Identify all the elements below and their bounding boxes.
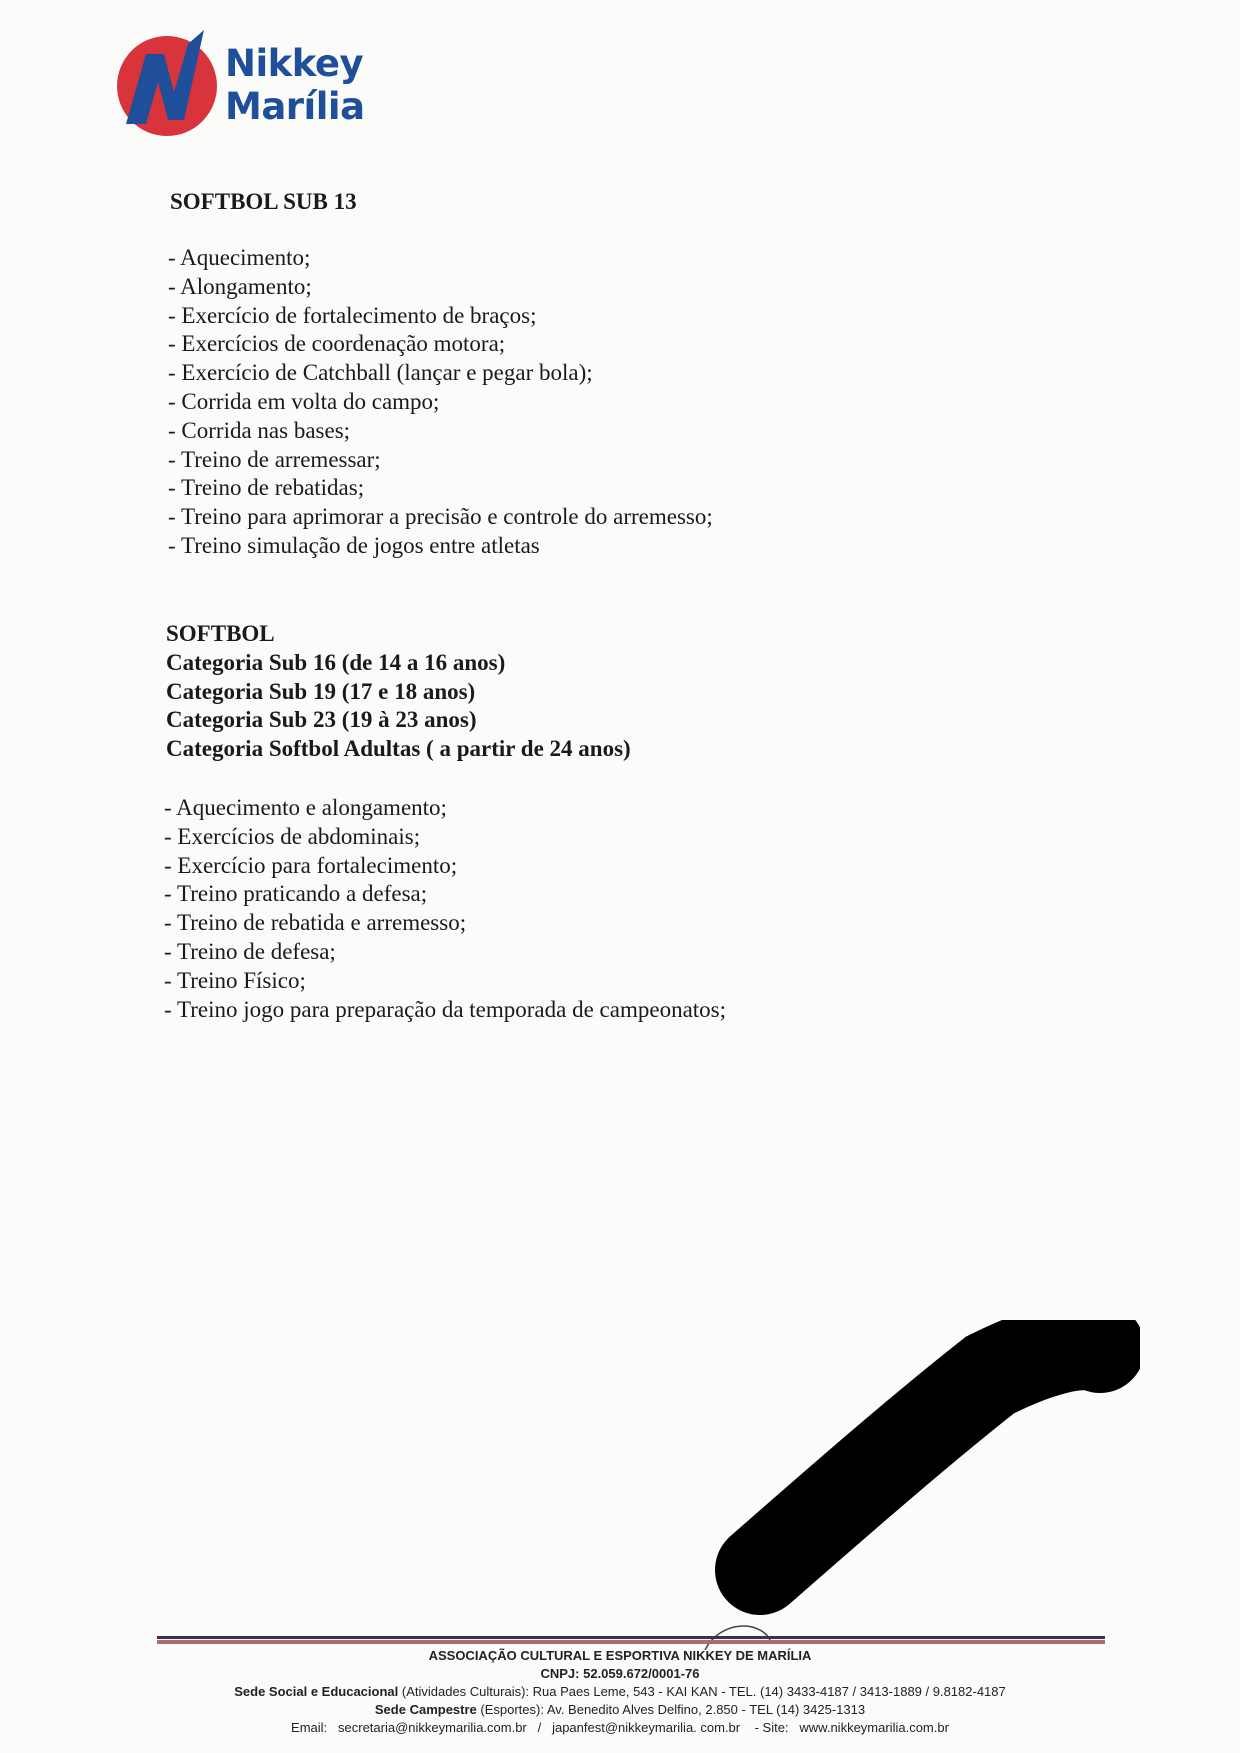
list-item: - Exercício para fortalecimento; bbox=[164, 852, 458, 878]
footer-contact bbox=[0, 1719, 1240, 1737]
sede-campestre-text: (Esportes): Av. Benedito Alves Delfino, 2.850 - TEL (14) 3425-1313 bbox=[476, 1702, 866, 1717]
list-item: - Aquecimento; bbox=[168, 245, 311, 270]
list-item: - Exercício de Catchball (lançar e pegar bola); bbox=[168, 360, 593, 386]
nikkey-logo-mark bbox=[112, 26, 222, 138]
category-line: Categoria Softbol Adultas ( a partir de 24 anos) bbox=[166, 736, 631, 762]
sede-social-text: (Atividades Culturais): Rua Paes Leme, 543 - KAI KAN - TEL. (14) 3433-4187 / 3413-1889 / 9.8182-4187 bbox=[398, 1684, 1006, 1699]
list-item: - Treino de defesa; bbox=[164, 938, 336, 964]
email-link-secretaria[interactable]: secretaria@nikkeymarilia.com.br bbox=[338, 1720, 527, 1735]
section-title-sub13: SOFTBOL SUB 13 bbox=[170, 189, 357, 214]
list-item: - Corrida em volta do campo; bbox=[168, 388, 440, 414]
softbol-category-block bbox=[166, 620, 631, 764]
category-line: Categoria Sub 23 (19 à 23 anos) bbox=[166, 707, 477, 733]
category-line: Categoria Sub 19 (17 e 18 anos) bbox=[166, 678, 476, 704]
sub13-activity-list bbox=[168, 244, 713, 561]
list-item: - Treino simulação de jogos entre atletas bbox=[168, 532, 540, 558]
section-title-softbol: SOFTBOL bbox=[166, 621, 275, 646]
list-item: - Treino Físico; bbox=[164, 967, 306, 993]
footer-rule-accent bbox=[157, 1640, 1105, 1644]
list-item: - Treino jogo para preparação da temporada de campeonatos; bbox=[164, 996, 727, 1022]
club-logo bbox=[112, 26, 382, 138]
list-item: - Exercícios de coordenação motora; bbox=[168, 331, 506, 357]
sede-campestre-label: Sede Campestre bbox=[374, 1702, 477, 1717]
list-item: - Treino de arremessar; bbox=[168, 446, 381, 472]
list-item: - Treino praticando a defesa; bbox=[164, 881, 428, 907]
list-item: - Treino para aprimorar a precisão e controle do arremesso; bbox=[168, 504, 713, 530]
footer bbox=[0, 1647, 1240, 1737]
logo-line-1: Nikkey bbox=[225, 42, 364, 85]
softbol-activity-list bbox=[164, 794, 726, 1024]
logo-wordmark bbox=[225, 42, 365, 128]
footer-org-name: ASSOCIAÇÃO CULTURAL E ESPORTIVA NIKKEY DE MARÍLIA bbox=[428, 1648, 812, 1663]
list-item: - Alongamento; bbox=[168, 273, 312, 299]
footer-sede-social bbox=[0, 1683, 1240, 1701]
list-item: - Aquecimento e alongamento; bbox=[164, 795, 447, 820]
footer-cnpj: CNPJ: 52.059.672/0001-76 bbox=[540, 1666, 700, 1681]
redacted-signature bbox=[700, 1320, 1140, 1650]
logo-line-2: Marília bbox=[225, 85, 365, 128]
list-item: - Exercícios de abdominais; bbox=[164, 823, 421, 849]
site-label: - Site: bbox=[754, 1720, 789, 1735]
list-item: - Exercício de fortalecimento de braços; bbox=[168, 302, 537, 328]
category-line: Categoria Sub 16 (de 14 a 16 anos) bbox=[166, 649, 506, 675]
list-item: - Treino de rebatida e arremesso; bbox=[164, 910, 467, 936]
footer-rule bbox=[157, 1636, 1105, 1639]
email-link-japanfest[interactable]: japanfest@nikkeymarilia. com.br bbox=[552, 1720, 741, 1735]
sede-social-label: Sede Social e Educacional bbox=[234, 1684, 399, 1699]
footer-sede-campestre bbox=[0, 1701, 1240, 1719]
email-label: Email: bbox=[291, 1720, 328, 1735]
list-item: - Treino de rebatidas; bbox=[168, 475, 365, 501]
site-link[interactable]: www.nikkeymarilia.com.br bbox=[799, 1720, 949, 1735]
separator: / bbox=[537, 1720, 542, 1735]
list-item: - Corrida nas bases; bbox=[168, 417, 351, 443]
